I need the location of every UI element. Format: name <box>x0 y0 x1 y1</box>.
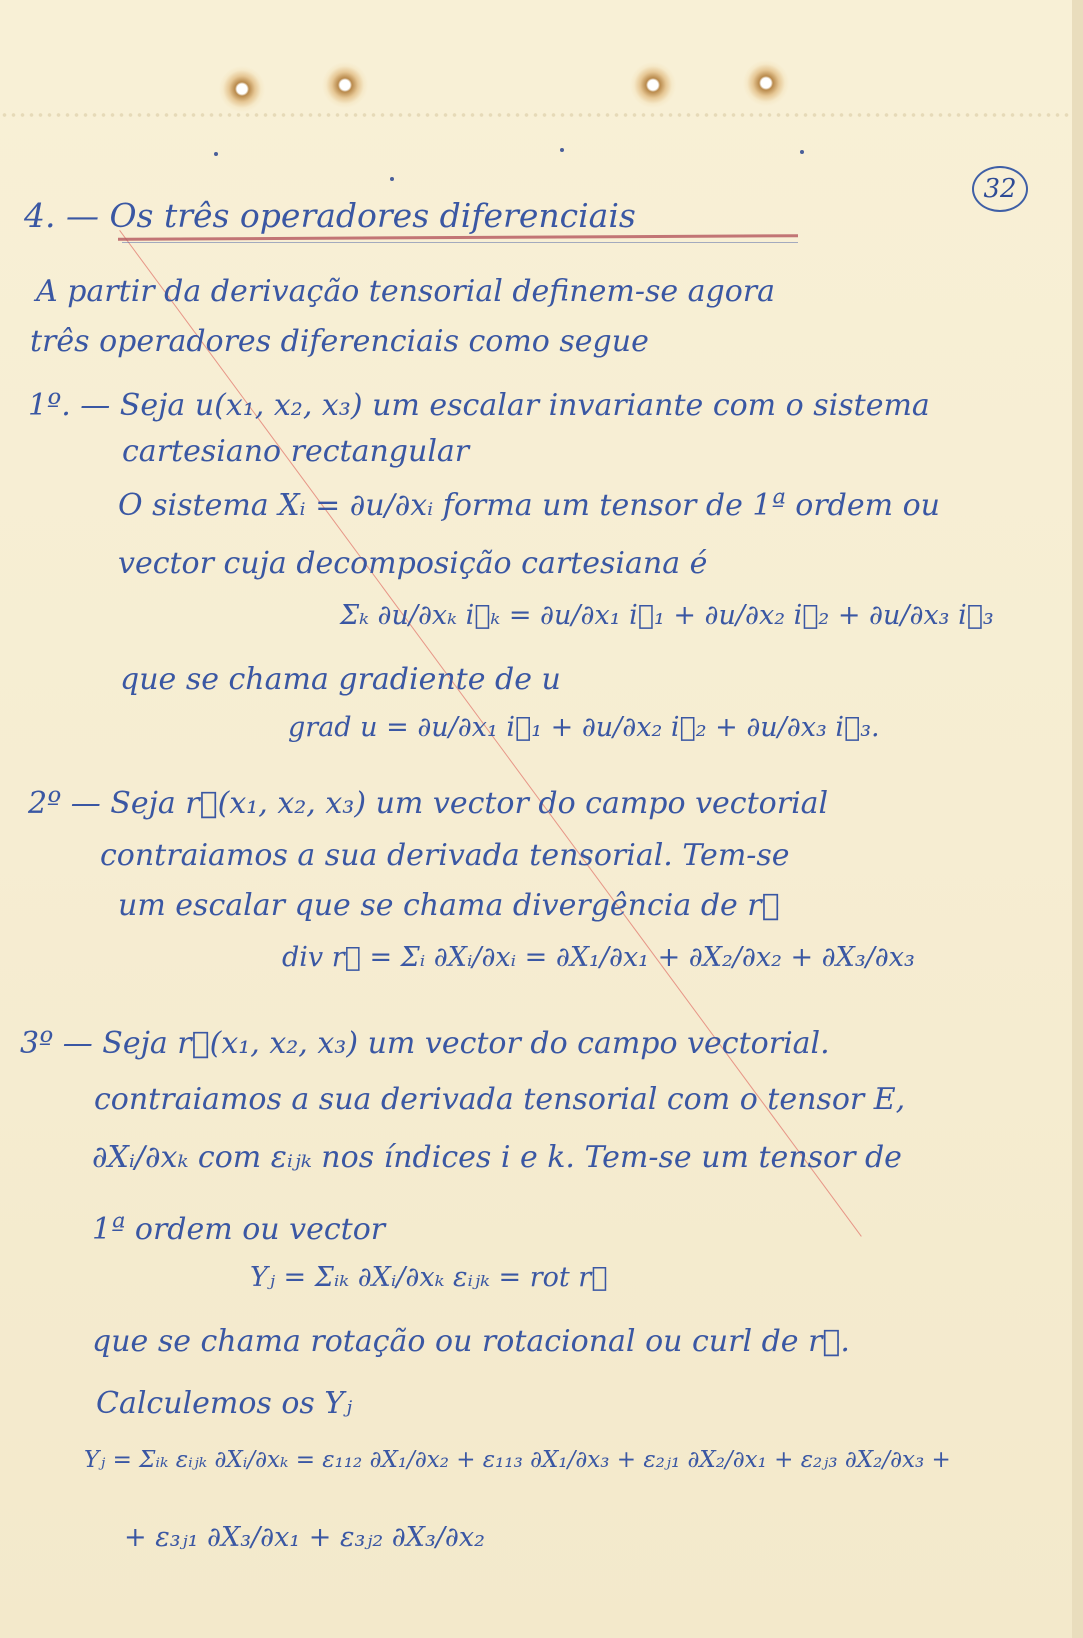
ink-dot <box>560 148 564 152</box>
text-line: que se chama gradiente de u <box>120 662 561 697</box>
text-line: cartesiano rectangular <box>122 434 470 469</box>
text-line: A partir da derivação tensorial definem-se agora <box>36 274 776 309</box>
punch-hole <box>322 62 368 108</box>
ink-dot <box>390 177 394 181</box>
page-edge <box>1072 0 1083 1638</box>
text-line: que se chama rotação ou rotacional ou curl de r⃗. <box>92 1324 850 1359</box>
equation: Yⱼ = Σᵢₖ ∂Xᵢ/∂xₖ εᵢⱼₖ = rot r⃗ <box>250 1262 608 1293</box>
text-line: contraiamos a sua derivada tensorial. Tem-se <box>100 838 790 873</box>
text-line: O sistema Xᵢ = ∂u/∂xᵢ forma um tensor de 1ª ordem ou <box>118 488 940 523</box>
text-line: um escalar que se chama divergência de r⃗ <box>118 888 780 923</box>
text-line: vector cuja decomposição cartesiana é <box>118 546 708 581</box>
equation: Yⱼ = Σᵢₖ εᵢⱼₖ ∂Xᵢ/∂xₖ = ε₁₁₂ ∂X₁/∂x₂ + ε₁₁₃ ∂X₁/∂x₃ + ε₂ⱼ₁ ∂X₂/∂x₁ + ε₂ⱼ₃ ∂X₂/∂x₃ + <box>84 1447 951 1473</box>
text-line: 1º. — Seja u(x₁, x₂, x₃) um escalar invariante com o sistema <box>28 388 930 423</box>
title-underline <box>122 242 798 243</box>
equation: div r⃗ = Σᵢ ∂Xᵢ/∂xᵢ = ∂X₁/∂x₁ + ∂X₂/∂x₂ + ∂X₃/∂x₃ <box>282 942 915 973</box>
perforation-line <box>0 112 1072 118</box>
text-line: 1ª ordem ou vector <box>92 1212 386 1247</box>
equation: Σₖ ∂u/∂xₖ i⃗ₖ = ∂u/∂x₁ i⃗₁ + ∂u/∂x₂ i⃗₂ + ∂u/∂x₃ i⃗₃ <box>340 600 994 631</box>
page-number: 32 <box>972 166 1028 212</box>
punch-hole <box>743 60 789 106</box>
ink-dot <box>214 152 218 156</box>
equation: + ε₃ⱼ₁ ∂X₃/∂x₁ + ε₃ⱼ₂ ∂X₃/∂x₂ <box>124 1522 485 1553</box>
text-line: 3º — Seja r⃗(x₁, x₂, x₃) um vector do campo vectorial. <box>20 1026 830 1061</box>
text-line: três operadores diferenciais como segue <box>30 324 649 359</box>
text-line: ∂Xᵢ/∂xₖ com εᵢⱼₖ nos índices i e k. Tem-se um tensor de <box>92 1140 902 1175</box>
equation: grad u = ∂u/∂x₁ i⃗₁ + ∂u/∂x₂ i⃗₂ + ∂u/∂x₃ i⃗₃. <box>288 712 880 743</box>
text-line: Calculemos os Yⱼ <box>96 1386 353 1421</box>
punch-hole <box>630 62 676 108</box>
punch-hole <box>219 66 265 112</box>
text-line: 2º — Seja r⃗(x₁, x₂, x₃) um vector do campo vectorial <box>28 786 829 821</box>
section-title: 4. — Os três operadores diferenciais <box>24 196 636 235</box>
text-line: contraiamos a sua derivada tensorial com o tensor E, <box>94 1082 906 1117</box>
ink-dot <box>800 150 804 154</box>
